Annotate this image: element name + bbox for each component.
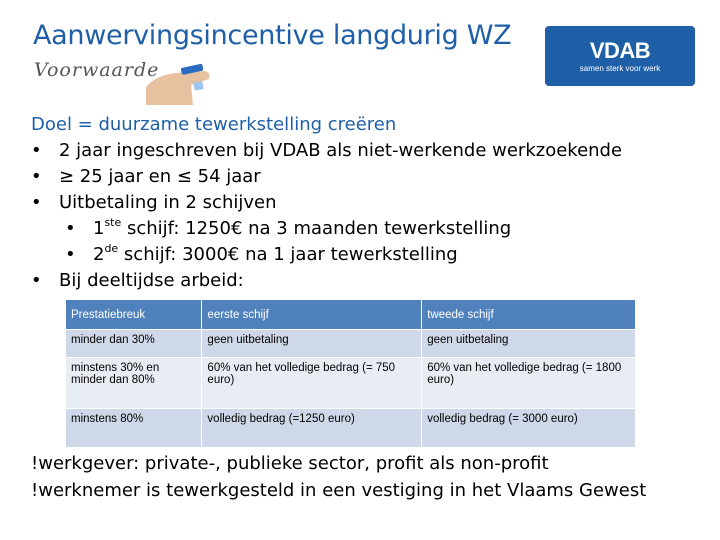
subtitle-image — [31, 57, 231, 105]
body-text — [31, 112, 691, 294]
sub-bullet-item: • 1ste schijf: 1250€ na 3 maanden tewerkstelling — [31, 216, 691, 242]
bullet-item: • 2 jaar ingeschreven bij VDAB als niet-werkende werkzoekende — [31, 138, 691, 164]
lead-line: Doel = duurzame tewerkstelling creëren — [31, 114, 397, 135]
vdab-logo — [545, 26, 695, 86]
table-cell: geen uitbetaling — [202, 330, 422, 358]
footer-line: !werkgever: private-, publieke sector, profit als non-profit — [31, 453, 549, 474]
table-cell: minstens 30% en minder dan 80% — [66, 358, 202, 409]
table-cell: volledig bedrag (= 3000 euro) — [422, 409, 636, 448]
table-header-cell: eerste schijf — [202, 300, 422, 330]
table-row — [66, 358, 636, 409]
table-cell: 60% van het volledige bedrag (= 750 euro) — [202, 358, 422, 409]
voorwaarde-word: Voorwaarde — [34, 59, 160, 81]
table-header-cell: tweede schijf — [422, 300, 636, 330]
table-cell: volledig bedrag (=1250 euro) — [202, 409, 422, 448]
footer-notes — [31, 450, 691, 504]
bullet-item: • ≥ 25 jaar en ≤ 54 jaar — [31, 164, 691, 190]
table-cell: geen uitbetaling — [422, 330, 636, 358]
sub-bullet-item: • 2de schijf: 3000€ na 1 jaar tewerkstelling — [31, 242, 691, 268]
bullet-item: • Bij deeltijdse arbeid: — [31, 268, 691, 294]
table-cell: minstens 80% — [66, 409, 202, 448]
table-cell: minder dan 30% — [66, 330, 202, 358]
table-header-cell: Prestatiebreuk — [66, 300, 202, 330]
table-row — [66, 330, 636, 358]
page-title: Aanwervingsincentive langdurig WZ — [33, 20, 512, 51]
logo-brand: VDAB — [589, 37, 651, 63]
table-row — [66, 409, 636, 448]
footer-line: !werknemer is tewerkgesteld in een vestiging in het Vlaams Gewest — [31, 480, 647, 501]
logo-tagline: samen sterk voor werk — [579, 63, 661, 73]
bullet-item: • Uitbetaling in 2 schijven — [31, 190, 691, 216]
payment-table — [66, 300, 636, 447]
table-cell: 60% van het volledige bedrag (= 1800 euro) — [422, 358, 636, 409]
table-header-row — [66, 300, 636, 330]
